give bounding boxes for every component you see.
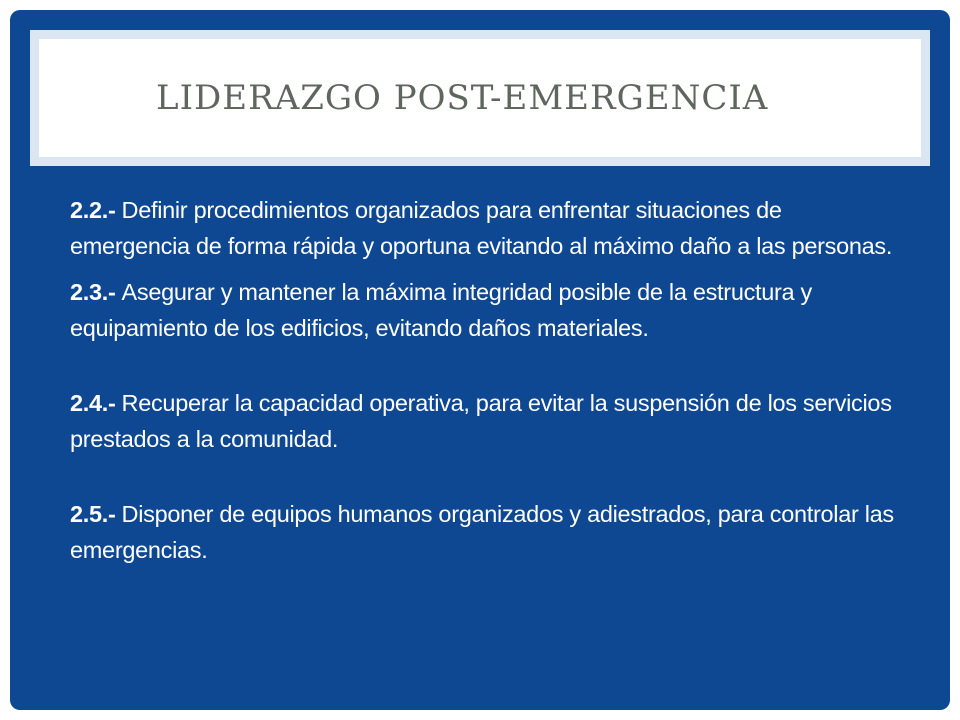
slide [10,10,950,710]
item-text: Definir procedimientos organizados para enfrentar situaciones de emergencia de forma rápida y oportuna evitando al máximo daño a las personas. [70,197,893,259]
item-text: Recuperar la capacidad operativa, para evitar la suspensión de los servicios prestados a la comunidad. [70,390,892,452]
objective-item-2-3 [70,274,900,346]
title-box [39,39,921,157]
objective-item-2-4 [70,385,900,457]
slide-title: LIDERAZGO POST-EMERGENCIA [156,78,769,118]
item-number: 2.2.- [70,197,116,223]
item-number: 2.3.- [70,279,116,305]
item-number: 2.5.- [70,501,116,527]
content-body [70,192,900,568]
title-frame [30,30,930,166]
objective-item-2-2 [70,192,900,264]
item-text: Asegurar y mantener la máxima integridad posible de la estructura y equipamiento de los edificios, evitando daños materiales. [70,279,813,341]
item-number: 2.4.- [70,390,116,416]
objective-item-2-5 [70,496,900,568]
item-text: Disponer de equipos humanos organizados y adiestrados, para controlar las emergencias. [70,501,894,563]
